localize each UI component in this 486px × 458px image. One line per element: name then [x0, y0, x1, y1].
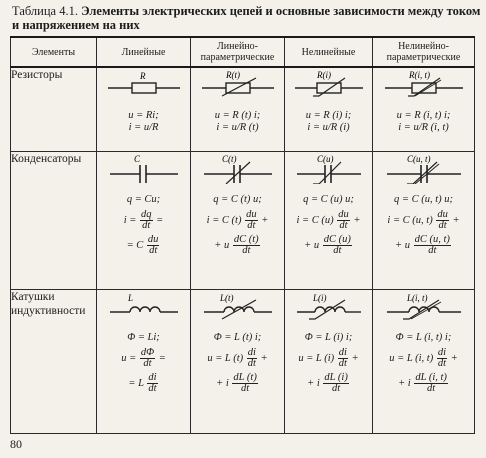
- cell-capacitor-nonlinear-parametric: [373, 151, 475, 289]
- nonlinear-capacitor-symbol: [291, 154, 367, 184]
- formula-line: = L $\frac{di}{dt}$: [128, 371, 157, 394]
- formula-line: i = u/R (i, t): [398, 122, 449, 133]
- formula-line: Φ = L (i) i;: [304, 331, 353, 343]
- cell-inductor-nonlinear: [285, 289, 373, 433]
- table-row-resistors: [11, 67, 475, 151]
- formula-line: i = u/R: [128, 122, 159, 133]
- formula-line: Φ = L (i, t) i;: [395, 331, 452, 343]
- symbol-label: C: [133, 153, 140, 164]
- cell-inductor-linear: [97, 289, 191, 433]
- formula-line: i = C (u) $\frac{du}{dt}$ +: [296, 208, 361, 231]
- footer-rule: [10, 433, 474, 434]
- formula-line: u = R (t) i;: [214, 110, 261, 121]
- inductor-symbol: [104, 292, 184, 320]
- symbol-label: L(i): [312, 292, 326, 303]
- formula-line: u = Ri;: [128, 110, 159, 121]
- formula-line: = C $\frac{du}{dt}$: [126, 233, 159, 256]
- formula-line: i = C (u, t) $\frac{du}{dt}$ +: [387, 208, 460, 231]
- formula-line: q = C (u) u;: [303, 193, 354, 205]
- cell-inductor-linear-parametric: [191, 289, 285, 433]
- formula-line: u = L (t) $\frac{di}{dt}$ +: [207, 346, 268, 369]
- cell-capacitor-nonlinear: [285, 151, 373, 289]
- table-caption: [12, 4, 482, 32]
- symbol-label: C(t): [221, 153, 236, 164]
- formula-line: i = u/R (i): [307, 122, 350, 133]
- header-row: [11, 37, 475, 67]
- nonlinear-parametric-capacitor-symbol: [381, 154, 467, 184]
- formula-line: q = C (u, t) u;: [394, 193, 453, 205]
- formula-line: + u $\frac{dC (u, t)}{dt}$: [395, 233, 450, 256]
- nonlinear-parametric-resistor-symbol: [381, 70, 467, 98]
- formula-line: q = Cu;: [126, 193, 161, 205]
- formula-line: + i $\frac{dL (t)}{dt}$: [216, 371, 257, 394]
- cell-resistor-nonlinear-parametric: [373, 67, 475, 151]
- page-number: 80: [10, 437, 22, 451]
- resistor-symbol: [104, 70, 184, 98]
- symbol-label: C(u, t): [406, 153, 430, 164]
- variable-resistor-symbol: [198, 70, 278, 98]
- symbol-label: R: [139, 71, 145, 81]
- header-nonlinear: Нелинейные: [285, 37, 373, 67]
- cell-resistor-linear: [97, 67, 191, 151]
- symbol-label: L(t): [219, 292, 233, 303]
- formula-line: i = u/R (t): [216, 122, 259, 133]
- symbol-label: L(i, t): [406, 292, 428, 303]
- cell-inductor-nonlinear-parametric: [373, 289, 475, 433]
- formula-line: u = R (i, t) i;: [396, 110, 451, 121]
- formula-line: u = R (i) i;: [305, 110, 352, 121]
- header-linear: Линейные: [97, 37, 191, 67]
- caption-title: Элементы электрических цепей и основные зависимости между током и напряжением на них: [12, 4, 481, 32]
- caption-label: Таблица 4.1.: [12, 4, 78, 18]
- table-row-inductors: [11, 289, 475, 433]
- symbol-label: L: [127, 292, 133, 303]
- formula-line: + i $\frac{dL (i)}{dt}$: [307, 371, 348, 394]
- formula-line: u = L (i, t) $\frac{di}{dt}$ +: [389, 346, 458, 369]
- elements-table: [10, 36, 475, 434]
- row-name-capacitors: Конденсаторы: [11, 151, 97, 289]
- nonlinear-parametric-inductor-symbol: [381, 292, 467, 320]
- symbol-label: R(t): [225, 70, 240, 80]
- formula-line: u = $\frac{d\Phi}{dt}$ =: [121, 346, 166, 369]
- nonlinear-inductor-symbol: [291, 292, 367, 320]
- row-name-resistors: Резисторы: [11, 67, 97, 151]
- cell-resistor-nonlinear: [285, 67, 373, 151]
- formula-line: Φ = L (t) i;: [213, 331, 262, 343]
- symbol-label: R(i): [316, 70, 331, 80]
- formula-line: i = $\frac{dq}{dt}$ =: [123, 208, 164, 231]
- symbol-label: R(i, t): [408, 70, 430, 80]
- cell-resistor-linear-parametric: [191, 67, 285, 151]
- nonlinear-resistor-symbol: [291, 70, 367, 98]
- row-name-inductors: Катушки индуктивности: [11, 289, 97, 433]
- symbol-label: C(u): [316, 153, 333, 164]
- variable-inductor-symbol: [198, 292, 278, 320]
- formula-line: u = L (i) $\frac{di}{dt}$ +: [298, 346, 359, 369]
- header-nonlinear-parametric: Нелинейно-параметрические: [373, 37, 475, 67]
- variable-capacitor-symbol: [198, 154, 278, 184]
- formula-line: + u $\frac{dC (t)}{dt}$: [214, 233, 259, 256]
- cell-capacitor-linear-parametric: [191, 151, 285, 289]
- cell-capacitor-linear: [97, 151, 191, 289]
- table-row-capacitors: [11, 151, 475, 289]
- formula-line: + u $\frac{dC (u)}{dt}$: [304, 233, 351, 256]
- formula-line: q = C (t) u;: [213, 193, 262, 205]
- capacitor-symbol: [104, 154, 184, 184]
- formula-line: i = C (t) $\frac{du}{dt}$ +: [206, 208, 269, 231]
- formula-line: Φ = Li;: [127, 331, 160, 343]
- header-elements: Элементы: [11, 37, 97, 67]
- header-linear-parametric: Линейно-параметрические: [191, 37, 285, 67]
- formula-line: + i $\frac{dL (i, t)}{dt}$: [398, 371, 447, 394]
